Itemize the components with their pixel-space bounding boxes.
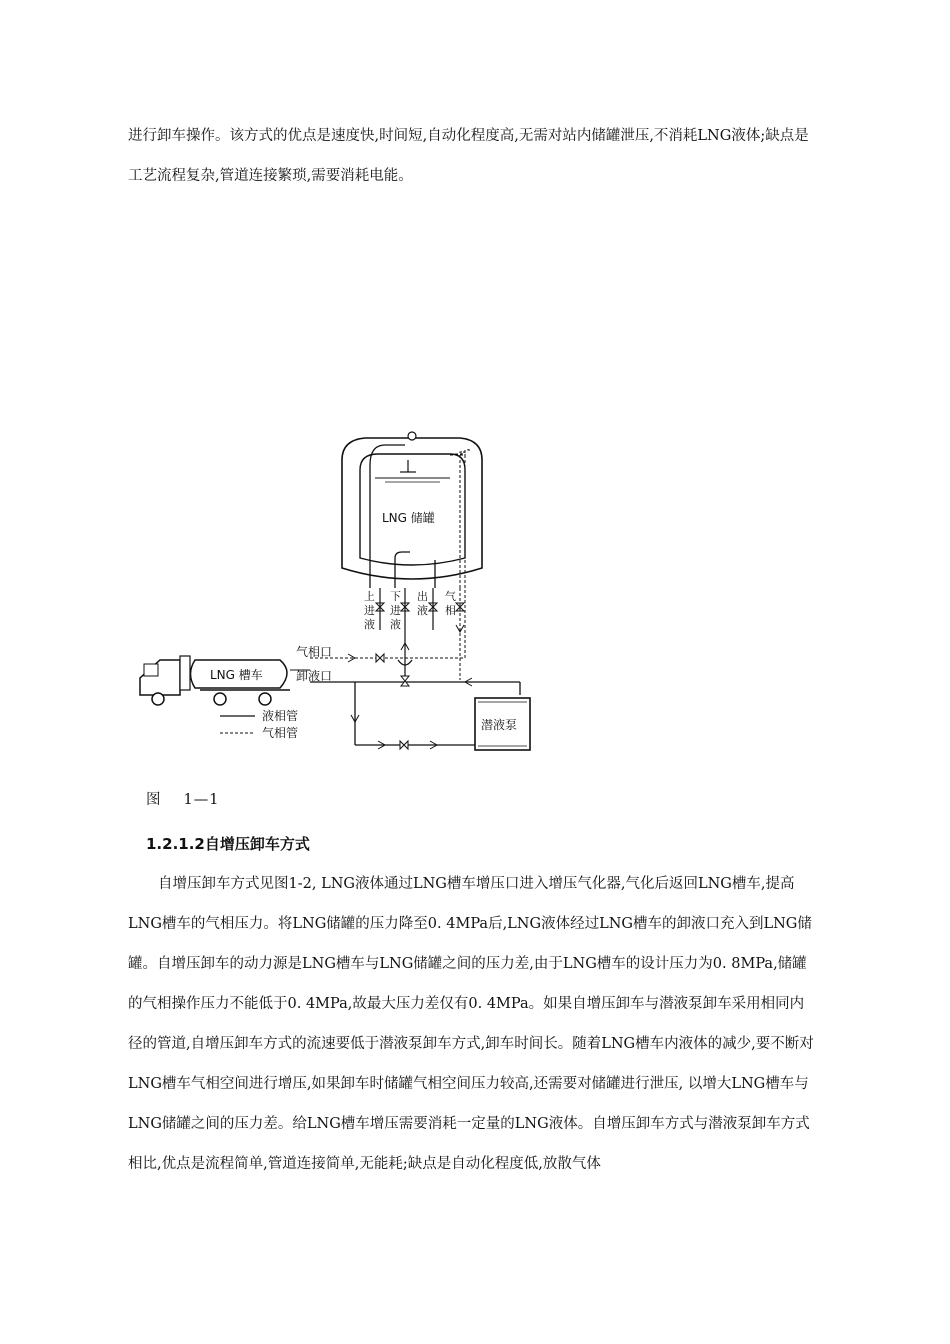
valve-icon — [400, 741, 408, 749]
figure-caption-label: 图 — [146, 792, 162, 808]
pipe-top-fill-label-3: 液 — [364, 618, 375, 631]
pump-label: 潜液泵 — [481, 718, 518, 732]
gas-port-label: 气相口 — [296, 645, 333, 659]
tank-top-valve-icon — [408, 432, 416, 440]
figure-caption — [146, 780, 219, 820]
figure-caption-number: 1—1 — [183, 792, 220, 808]
valve-icon — [376, 654, 384, 662]
legend-gas: 气相管 — [262, 726, 299, 740]
section-heading: 1.2.1.2自增压卸车方式 — [146, 835, 310, 853]
pipe-outlet-label-2: 液 — [417, 604, 428, 617]
tank-inner-vessel — [360, 454, 465, 565]
unload-port-label: 卸液口 — [296, 669, 333, 683]
pipe-gas-label-2: 相 — [445, 604, 456, 617]
pipe-gas-label-1: 气 — [445, 590, 456, 603]
lng-unloading-diagram — [120, 420, 550, 770]
pipe-outlet-label-1: 出 — [417, 590, 428, 603]
paragraph-main-text: 自增压卸车方式见图1-2, LNG液体通过LNG槽车增压口进入增压气化器,气化后返回LNG槽车,提高LNG槽车的气相压力。将LNG储罐的压力降至0. 4MPa后,LNG液体经过LNG槽车的卸液口充入到LNG储罐。自增压卸车的动力源是LNG槽车与LNG储罐之间的压力差,由于LNG槽车的设计压力为0. 8MPa,储罐的气相操作压力不能低于0. 4MPa,故最大压力差仅有0. 4MPa。如果自增压卸车与潜液泵卸车采用相同内径的管道,自增压卸车方式的流速要低于潜液泵卸车方式,卸车时间长。随着LNG槽车内液体的减少,要不断对LNG槽车气相空间进行增压,如果卸车时储罐气相空间压力较高,还需要对储罐进行泄压, 以增大LNG槽车与LNG储罐之间的压力差。给LNG槽车增压需要消耗一定量的LNG液体。自增压卸车方式与潜液泵卸车方式相比,优点是流程简单,管道连接简单,无能耗;缺点是自动化程度低,放散气体 — [128, 876, 814, 1172]
legend-liquid: 液相管 — [262, 709, 299, 723]
valve-icon — [401, 676, 409, 686]
pipe-bottom-fill-label-3: 液 — [390, 618, 401, 631]
paragraph-top: 进行卸车操作。该方式的优点是速度快,时间短,自动化程度高,无需对站内储罐泄压,不消耗LNG液体;缺点是工艺流程复杂,管道连接繁琐,需要消耗电能。 — [128, 128, 809, 184]
paragraph-main — [128, 864, 818, 1184]
truck-label: LNG 槽车 — [210, 668, 263, 682]
pipe-gas-return — [465, 448, 467, 450]
pipe-bottom-fill-label-2: 进 — [390, 604, 401, 617]
pipe-top-fill-label-2: 进 — [364, 604, 375, 617]
pipe-bottom-fill — [395, 552, 410, 588]
pipe-top-fill-label-1: 上 — [364, 590, 375, 603]
tank-label: LNG 储罐 — [382, 511, 435, 525]
pipe-bottom-fill-label-1: 下 — [390, 590, 401, 603]
